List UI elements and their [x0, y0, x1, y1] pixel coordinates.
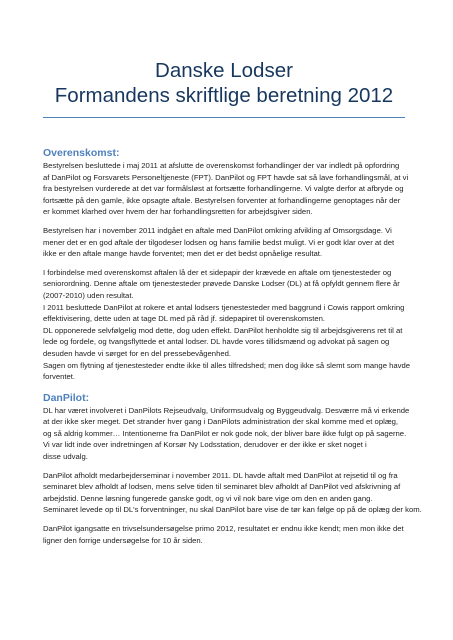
text-line: DanPilot igangsatte en trivselsundersøgelse primo 2012, resultatet er endnu ikke kendt; men mon ikke det	[43, 524, 404, 534]
text-line: Bestyrelsen besluttede i maj 2011 at afslutte de overenskomst forhandlinger der var indledt på opfordring	[43, 161, 400, 170]
section-heading: DanPilot:	[43, 391, 90, 404]
text-line: seminaret blev afholdt af lodsen, mens selve tiden til seminaret blev afholdt af DanPilot ved afskrivning af	[43, 482, 401, 492]
text-line: seniorordning. Denne aftale om tjenestesteder prøvede Danske Lodser (DL) at få opfyldt gennem flere år	[43, 279, 400, 289]
text-line: er kommet klarhed over hvem der har forhandlingsretten for arbejdsgiver siden.	[43, 207, 313, 217]
document-title	[43, 58, 405, 108]
paragraph	[43, 267, 411, 383]
text-line: I forbindelse med overenskomst aftalen lå der et sidepapir der krævede en aftale om tjenestesteder og	[43, 267, 392, 277]
text-line: arbejdstid. Denne løsning fungerede ganske godt, og vi vil nok bare vige om den en anden gang.	[43, 493, 373, 503]
text-line: ikke er den aftale mange havde forventet; men det er det bedst opnåelige resultat.	[43, 249, 323, 259]
text-line: Seminaret levede op til DL's forventninger, nu skal DanPilot bare vise de tør kan følge op på de oplæg der kom.	[43, 505, 422, 515]
text-line: DanPilot afholdt medarbejderseminar i november 2011. DL havde aftalt med DanPilot at rejsetid til og fra	[43, 470, 398, 480]
text-line: Vi var lidt inde over indretningen af Korsør Ny Lodsstation, derudover er der ikke er sket noget i	[43, 440, 367, 450]
text-line: effektivisering, dette uden at tage DL med på råd jf. sidepapiret til overenskomsten.	[43, 314, 326, 324]
text-line: ligner den forrige undersøgelse for 10 år siden.	[43, 535, 203, 545]
section-heading: Overenskomst:	[43, 147, 120, 159]
paragraph	[43, 160, 409, 218]
text-line: fra bestyrelsen vurderede at det var formålsløst at fortsætte forhandlingerne. Vi valgte derfor at afbryde og	[43, 184, 404, 194]
text-line: (2007-2010) uden resultat.	[43, 290, 134, 300]
text-line: forventet.	[43, 372, 76, 382]
text-line: mener det er en god aftale der tilgodeser lodsen og hans familie bedst muligt. Vi er godt klar over at det	[43, 237, 395, 247]
text-line: af DanPilot og Forsvarets Personeltjeneste (FPT). DanPilot og FPT havde sat så lave forhandlingsmål, at vi	[43, 172, 409, 182]
paragraph	[43, 405, 410, 463]
text-line: DL har været involveret i DanPilots Rejseudvalg, Uniformsudvalg og Byggeudvalg. Desværre må vi erkende	[43, 405, 410, 415]
text-line: disse udvalg.	[43, 452, 88, 462]
text-line: Bestyrelsen har i november 2011 indgået en aftale med DanPilot omkring afvikling af Omsorgsdage. Vi	[43, 225, 392, 235]
text-line: I 2011 besluttede DanPilot at rokere et antal lodsers tjenestesteder med baggrund i Cowis rapport omkring	[43, 302, 405, 312]
paragraph	[43, 225, 405, 260]
paragraph	[43, 523, 405, 546]
title-line-2: Formandens skriftlige beretning 2012	[54, 84, 394, 107]
text-line: og så aldrig kommer… Intentionerne fra DanPilot er nok gode nok, der bliver bare ikke fulgt op på sagerne.	[43, 428, 407, 438]
text-line: desuden havde vi sørget for en del pressebevågenhed.	[43, 348, 232, 358]
text-line: lede og fordele, og tvangsflyttede et antal lodser. DL havde vores tillidsmænd og advokat på sagen og	[43, 337, 390, 347]
text-line: fortsætte på den gamle, ikke opsagte aftale. Bestyrelsen forventer at forhandlingerne genoptages når der	[43, 195, 401, 205]
title-line-1: Danske Lodser	[155, 59, 293, 82]
paragraph	[43, 470, 422, 516]
text-line: Sagen om flytning af tjenestesteder endte ikke til alles tilfredshed; men dog ikke så slemt som mange havde	[43, 360, 411, 370]
title-block	[43, 0, 405, 108]
text-line: DL opponerede selvfølgelig mod dette, dog uden effekt. DanPilot henholdte sig til arbejdsgiverens ret til at	[43, 325, 403, 335]
document-body	[43, 147, 422, 546]
text-line: at der ikke sker meget. Det strander hver gang i DanPilots administration der skal komme med et oplæg,	[43, 417, 399, 427]
